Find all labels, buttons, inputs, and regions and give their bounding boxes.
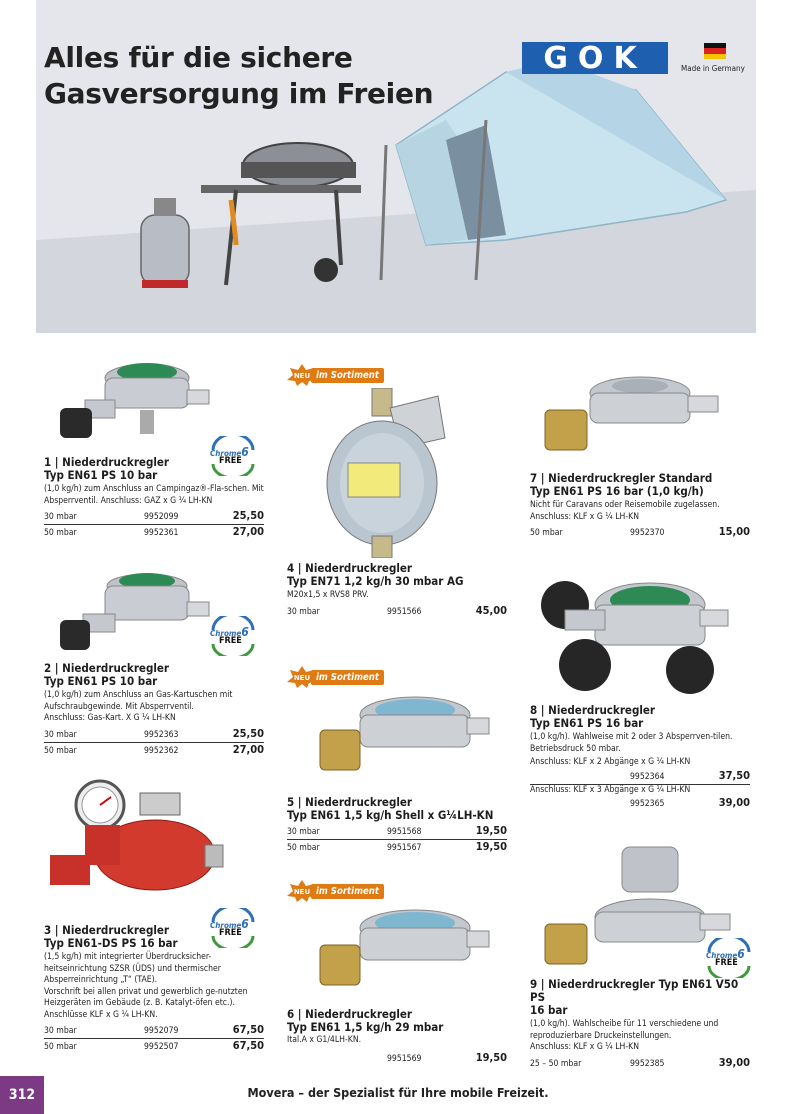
- product-subtitle: Typ EN61 1,5 kg/h 29 mbar: [287, 1020, 444, 1034]
- neu-star-text: NEU: [293, 674, 311, 682]
- neu-star-text: NEU: [293, 888, 311, 896]
- price: 27,00: [232, 525, 264, 538]
- price: 39,00: [718, 1055, 750, 1069]
- variant: 50 mbar: [287, 843, 320, 853]
- article-number: 9952099: [144, 512, 179, 522]
- article-number: 9952507: [144, 1042, 179, 1052]
- product-5: [287, 796, 507, 855]
- price: 27,00: [232, 742, 264, 756]
- product-subtitle: 16 bar: [530, 1003, 568, 1017]
- product-title: 2 | Niederdruckregler: [44, 661, 170, 675]
- product-description: (1,0 kg/h) zum Anschluss an Gas-Kartuschen mit Aufschraubgewinde. Mit Absperrventil.: [44, 690, 233, 712]
- product-subtitle: Typ EN61 PS 16 bar: [530, 716, 644, 730]
- neu-label: im Sortiment: [311, 884, 384, 899]
- price: 19,50: [475, 840, 507, 853]
- variant: 50 mbar: [44, 1042, 77, 1052]
- article-number: 9951568: [387, 827, 422, 837]
- article-number: 9952362: [144, 745, 179, 756]
- price: 45,00: [475, 603, 507, 617]
- price: 39,00: [718, 796, 750, 809]
- regulator-6-image: [315, 903, 495, 998]
- free-text: FREE: [715, 958, 738, 968]
- regulator-3-image: [45, 775, 225, 915]
- variant: 30 mbar: [287, 606, 320, 617]
- chrome6-free-badge: [207, 616, 259, 656]
- product-subtitle: Typ EN61 1,5 kg/h Shell x G¼LH-KN: [287, 808, 494, 822]
- article-number: 9952385: [630, 1058, 665, 1069]
- product-description: (1,0 kg/h). Wahlscheibe für 11 verschiedene und reproduzierbare Druckeinstellungen.: [530, 1019, 719, 1041]
- price-row: [287, 824, 507, 840]
- made-in-label: Made in Germany: [681, 64, 745, 73]
- neu-star-text: NEU: [293, 372, 311, 380]
- chrome-text: Chrome: [706, 951, 738, 960]
- price-row: [530, 769, 750, 785]
- variant: 50 mbar: [44, 528, 77, 538]
- variant: 30 mbar: [44, 1026, 77, 1036]
- price: 25,50: [232, 509, 264, 522]
- variant: 30 mbar: [287, 827, 320, 837]
- price-row: [44, 743, 264, 758]
- product-description: Ital.A x G1/4LH-KN.: [287, 1035, 362, 1045]
- variant-connection: Anschluss: KLF x 2 Abgänge x G ¼ LH-KN: [530, 757, 691, 767]
- product-subtitle: Typ EN71 1,2 kg/h 30 mbar AG: [287, 574, 464, 588]
- chrome6-free-badge: [703, 938, 755, 978]
- chrome-text: Chrome: [210, 921, 242, 930]
- hero-title-line1: Alles für die sichere: [44, 41, 353, 74]
- price: 15,00: [718, 525, 750, 538]
- product-title: 4 | Niederdruckregler: [287, 561, 413, 575]
- price-row: [287, 840, 507, 855]
- product-description: (1,5 kg/h) mit integrierter Überdrucksicher-heitseinrichtung SZSR (ÜDS) und thermischer Absperreinrichtung „T“ (TAE).: [44, 952, 221, 985]
- product-title: 3 | Niederdruckregler: [44, 923, 170, 937]
- price-row: [530, 796, 750, 811]
- product-connection: Anschluss: KLF x G ¼ LH-KN: [530, 511, 639, 522]
- free-text: FREE: [219, 928, 242, 938]
- price: 37,50: [718, 768, 750, 782]
- neu-im-sortiment-badge: [287, 880, 384, 902]
- product-subtitle: Typ EN61-DS PS 16 bar: [44, 936, 178, 950]
- chrome-number: 6: [241, 445, 249, 459]
- article-number: 9952079: [144, 1026, 179, 1036]
- product-7: [530, 472, 750, 540]
- price: 25,50: [232, 726, 264, 740]
- hero-title-line2: Gasversorgung im Freien: [44, 77, 434, 110]
- german-flag-icon: [704, 43, 726, 59]
- variant: 30 mbar: [44, 512, 77, 522]
- product-description: (1,0 kg/h). Wahlweise mit 2 oder 3 Absperrven-tilen. Betriebsdruck 50 mbar.: [530, 732, 733, 754]
- article-number: 9951569: [387, 1053, 422, 1064]
- product-4: [287, 562, 507, 619]
- neu-im-sortiment-badge: [287, 364, 384, 386]
- product-title: 7 | Niederdruckregler Standard: [530, 471, 713, 485]
- article-number: 9952364: [630, 771, 665, 782]
- product-title: 9 | Niederdruckregler Typ EN61 V50 PS: [530, 977, 739, 1004]
- price-row: [44, 727, 264, 743]
- neu-label: im Sortiment: [311, 670, 384, 685]
- price-row: [530, 1056, 750, 1071]
- footer-slogan: Movera – der Spezialist für Ihre mobile Freizeit.: [247, 1085, 549, 1100]
- chrome-text: Chrome: [210, 449, 242, 458]
- product-2: [44, 662, 264, 758]
- product-note: Vorschrift bei allen privat und gewerblich ge-nutzten Heizgeräten im Gebäude (z. B. Katalyt-öfen etc.). Anschlüsse KLF x G ¼ LH-KN.: [44, 986, 248, 1020]
- svg-text:GOK: GOK: [543, 42, 647, 74]
- free-text: FREE: [219, 636, 242, 646]
- product-connection: Anschluss: Gas-Kart. X G ¼ LH-KN: [44, 713, 176, 723]
- variant: 50 mbar: [530, 528, 563, 538]
- product-title: 6 | Niederdruckregler: [287, 1007, 413, 1021]
- price-row: [530, 525, 750, 540]
- product-subtitle: Typ EN61 PS 16 bar (1,0 kg/h): [530, 484, 704, 498]
- price: 67,50: [232, 1039, 264, 1052]
- regulator-8-image: [535, 570, 755, 700]
- product-subtitle: Typ EN61 PS 10 bar: [44, 468, 158, 482]
- price: 19,50: [475, 824, 507, 837]
- gok-logo: [522, 42, 668, 74]
- regulator-2-image: [55, 568, 215, 658]
- product-1: [44, 456, 264, 540]
- article-number: 9952370: [630, 528, 665, 538]
- chrome-text: Chrome: [210, 629, 242, 638]
- price-row: [44, 509, 264, 525]
- hero-banner: [36, 0, 756, 333]
- product-8: [530, 704, 750, 811]
- product-description: Nicht für Caravans oder Reisemobile zugelassen.: [530, 500, 720, 510]
- product-connection: Anschluss: KLF x G ¼ LH-KN: [530, 1042, 639, 1052]
- regulator-5-image: [315, 690, 495, 780]
- article-number: 9952365: [630, 799, 665, 809]
- variant: 25 – 50 mbar: [530, 1058, 582, 1069]
- product-title: 8 | Niederdruckregler: [530, 703, 656, 717]
- hero-title: [44, 40, 433, 112]
- article-number: 9951567: [387, 843, 422, 853]
- product-subtitle: Typ EN61 PS 10 bar: [44, 674, 158, 688]
- article-number: 9952361: [144, 528, 179, 538]
- article-number: 9952363: [144, 729, 179, 740]
- price-row: [44, 1023, 264, 1039]
- product-9: [530, 978, 750, 1071]
- variant-connection: Anschluss: KLF x 3 Abgänge x G ¼ LH-KN: [530, 784, 691, 795]
- chrome-number: 6: [241, 625, 249, 639]
- variant: 30 mbar: [44, 729, 77, 740]
- chrome-number: 6: [737, 947, 745, 961]
- neu-im-sortiment-badge: [287, 666, 384, 688]
- free-text: FREE: [219, 456, 242, 466]
- product-description: M20x1,5 x RVS8 PRV.: [287, 590, 369, 600]
- regulator-4-image: [320, 388, 470, 558]
- price-row: [44, 525, 264, 540]
- product-3: [44, 924, 264, 1054]
- price: 19,50: [475, 1050, 507, 1064]
- variant: 50 mbar: [44, 745, 77, 756]
- price-row: [287, 604, 507, 619]
- price: 67,50: [232, 1023, 264, 1036]
- page-number: 312: [0, 1076, 44, 1114]
- product-description: (1,0 kg/h) zum Anschluss an Campingaz®-Fla-schen. Mit Absperrventil. Anschluss: GAZ x G ¼ LH-KN: [44, 484, 264, 506]
- product-title: 1 | Niederdruckregler: [44, 455, 170, 469]
- chrome-number: 6: [241, 917, 249, 931]
- neu-label: im Sortiment: [311, 368, 384, 383]
- regulator-7-image: [540, 368, 730, 458]
- price-row: [44, 1039, 264, 1054]
- regulator-1-image: [55, 350, 215, 445]
- product-title: 5 | Niederdruckregler: [287, 795, 413, 809]
- article-number: 9951566: [387, 606, 422, 617]
- price-row: [287, 1051, 507, 1066]
- product-6: [287, 1008, 507, 1066]
